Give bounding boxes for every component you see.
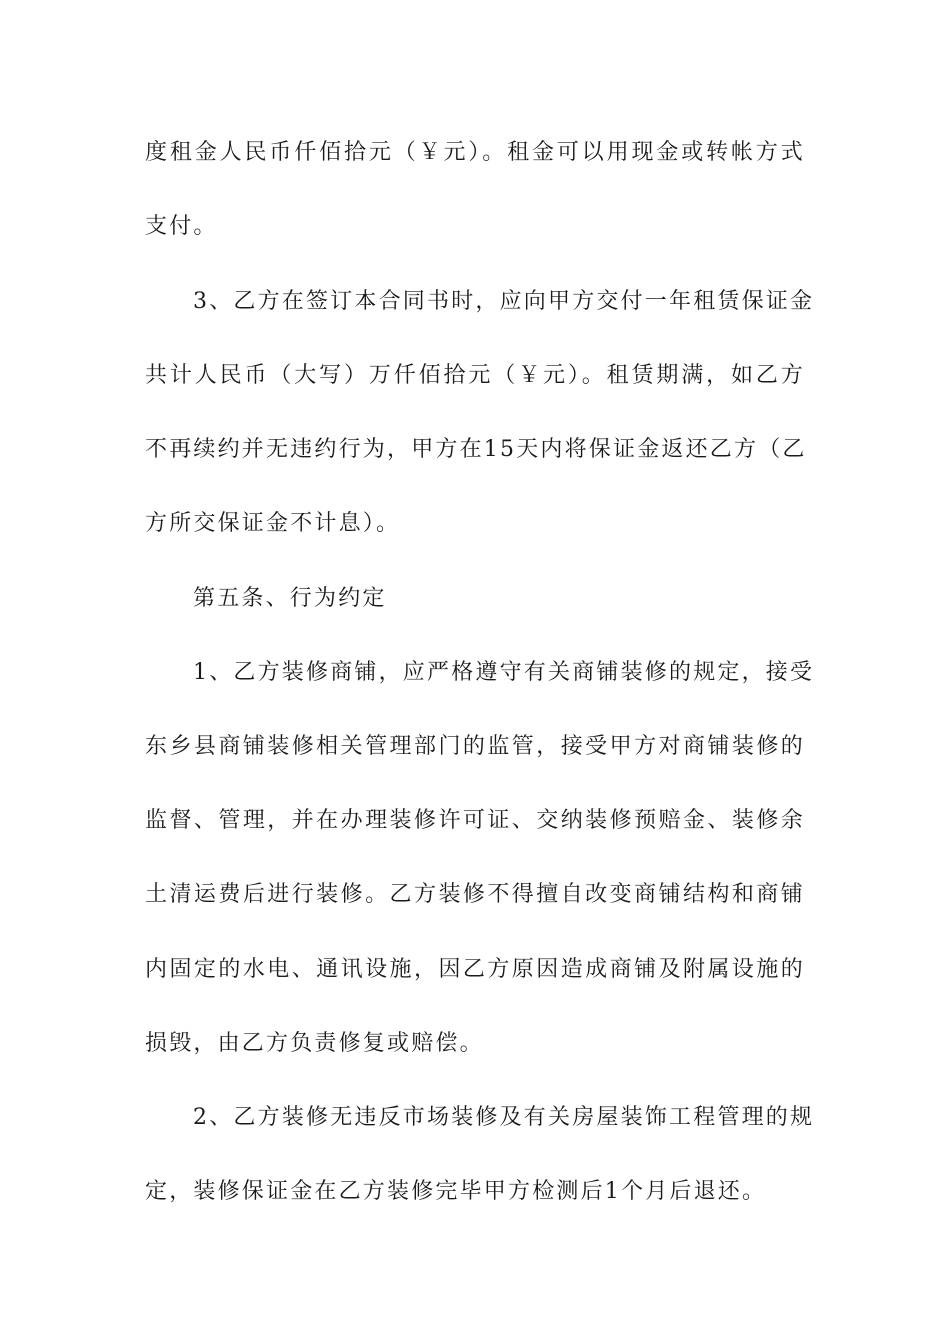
section-heading: 第五条、行为约定	[193, 586, 387, 611]
paragraph-start: 3、乙方在签订本合同书时，应向甲方交付一年租赁保证金	[193, 289, 815, 314]
text-line: 内固定的水电、通讯设施，因乙方原因造成商铺及附属设施的	[145, 957, 805, 982]
text-line: 东乡县商铺装修相关管理部门的监管，接受甲方对商铺装修的	[145, 734, 805, 759]
text-line: 监督、管理，并在办理装修许可证、交纳装修预赔金、装修余	[145, 808, 805, 833]
text-line: 共计人民币（大写）万仟佰拾元（￥元）。租赁期满，如乙方	[145, 363, 805, 388]
text-line: 不再续约并无违约行为，甲方在15天内将保证金返还乙方（乙	[145, 437, 807, 462]
text-line: 度租金人民币仟佰拾元（￥元）。租金可以用现金或转帐方式	[145, 140, 805, 165]
text-line: 损毁，由乙方负责修复或赔偿。	[145, 1031, 484, 1056]
text-line: 定，装修保证金在乙方装修完毕甲方检测后1个月后退还。	[145, 1179, 767, 1204]
text-line: 方所交保证金不计息）。	[145, 511, 401, 536]
text-line: 土清运费后进行装修。乙方装修不得擅自改变商铺结构和商铺	[145, 882, 805, 907]
paragraph-start: 2、乙方装修无违反市场装修及有关房屋装饰工程管理的规	[193, 1105, 815, 1130]
text-line: 支付。	[145, 214, 218, 239]
paragraph-start: 1、乙方装修商铺，应严格遵守有关商铺装修的规定，接受	[193, 660, 815, 685]
